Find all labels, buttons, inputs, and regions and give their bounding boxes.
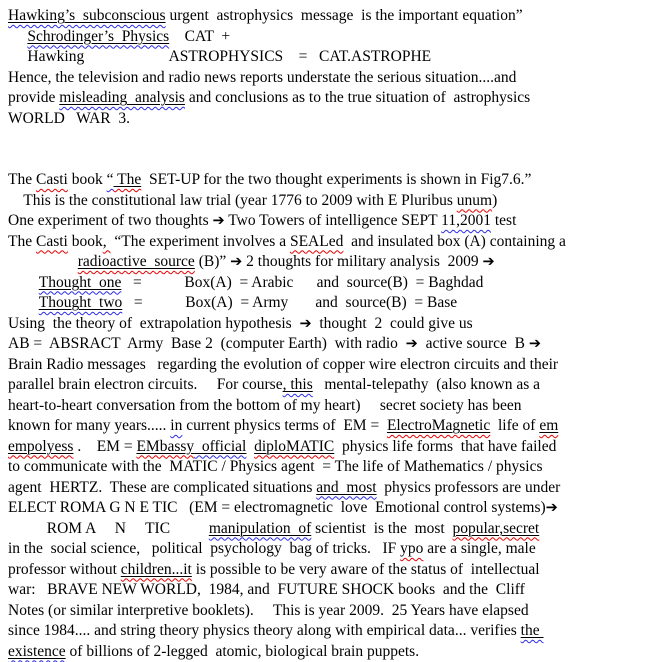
text-line [8,109,646,130]
text-segment: of billions of 2-legged atomic, biological brain puppets. [66,643,419,660]
text-segment: Thought one [39,274,122,291]
text-segment: Thought two [39,294,123,311]
text-segment [8,28,27,45]
text-segment: physics professors are under [377,479,561,496]
text-segment [8,7,166,24]
text-segment: war: BRAVE NEW WORLD, 1984, and FUTURE SHOCK books and the Cliff [8,581,525,598]
text-segment: ELECT ROMA G N E TIC (EM = electromagnetic love Emotional control systems) [8,499,546,516]
text-line [8,457,646,478]
text-segment: popular,secret [452,520,539,537]
document-body [8,6,646,662]
text-segment: children...it [121,561,192,578]
right-arrow-icon: ➔ [546,500,558,516]
right-arrow-icon: ➔ [406,336,418,352]
text-segment: active source B [418,335,529,352]
text-segment: The [114,171,142,188]
text-segment: diploMATIC [254,438,334,455]
text-segment: life of [490,417,539,434]
text-segment: Casti [36,171,68,188]
text-line [8,68,646,89]
text-segment: ypo [400,540,423,557]
text-line [8,519,646,540]
text-segment [114,171,142,188]
text-segment [27,28,169,45]
text-segment: heart-to-heart conversation from the bottom of my heart) secret society has been [8,397,521,414]
text-segment: since 1984.... and string theory physics theory along with empirical data... verifies [8,622,521,639]
right-arrow-icon: ➔ [529,336,541,352]
text-segment: Schrodinger’s Physics [27,28,169,45]
text-segment: The [8,233,36,250]
text-segment: and conclusions as to the true situation of astrophysics [185,89,530,106]
text-segment: parallel brain electron circuits. For course [8,376,283,393]
text-segment: provide [8,89,59,106]
text-segment [452,520,539,537]
text-segment: are a single, male [423,540,535,557]
text-segment: thought 2 could give us [312,315,473,332]
text-segment: 2 thoughts for military analysis 2009 [242,253,482,270]
text-segment [539,417,558,434]
text-line [8,273,646,294]
text-segment: , [103,233,111,250]
text-segment [316,479,376,496]
text-line [8,355,646,376]
text-line [8,129,646,150]
text-line [8,211,646,232]
text-segment [290,233,343,250]
text-segment [8,643,66,660]
text-segment [39,294,123,311]
text-segment: professor without [8,561,121,578]
text-segment: CAT + [169,28,230,45]
text-segment: in the social science, political psychology bag of tricks. IF [8,540,400,557]
text-segment: The [8,171,36,188]
text-line [8,396,646,417]
text-segment: agent HERTZ. These are complicated situations [8,479,316,496]
text-segment: WORLD WAR 3. [8,110,130,127]
text-segment: em [539,417,558,434]
text-segment: ROM A N TIC [8,520,209,537]
text-line [8,293,646,314]
text-segment [283,376,313,393]
text-segment: mental-telepathy (also known as a [313,376,540,393]
text-segment: unum [457,192,492,209]
text-line [8,498,646,519]
text-segment [8,294,39,311]
text-segment: physics life forms that have failed [334,438,556,455]
text-segment: ElectroMagnetic [387,417,490,434]
text-segment [441,212,491,229]
text-segment: is possible to be very aware of the status of intellectual [192,561,540,578]
text-segment [194,438,246,455]
text-segment [36,171,68,188]
text-segment [254,438,334,455]
text-segment: This is the constitutional law trial (year 1776 to 2009 with E Pluribus [8,192,457,209]
text-segment [107,171,114,188]
text-segment: Notes (or similar interpretive booklets). This is year 2009. 25 Years have elapsed [8,602,529,619]
text-segment: and most [316,479,376,496]
text-segment [8,438,73,455]
text-line [8,27,646,48]
text-segment: , this [283,376,313,393]
text-segment: the [521,622,544,639]
text-segment: urgent astrophysics message is the important equation” [166,7,523,24]
text-line [8,232,646,253]
text-segment: known for many years..... [8,417,170,434]
text-segment: book [68,171,107,188]
right-arrow-icon: ➔ [230,254,242,270]
text-segment: manipulation of [209,520,311,537]
text-segment: SET-UP for the two thought experiments is shown in Fig7.6.” [141,171,531,188]
text-segment: Hawking’s subconscious [8,7,166,24]
text-segment [36,233,68,250]
text-segment: existence [8,643,66,660]
text-line [8,150,646,171]
text-segment [387,417,490,434]
text-segment [400,540,423,557]
text-segment [8,274,39,291]
text-segment: SEALed [290,233,343,250]
text-segment: EMbassy [136,438,194,455]
text-line [8,580,646,601]
text-segment [59,89,185,106]
text-segment: misleading analysis [59,89,185,106]
text-segment: = Box(A) = Army and source(B) = Base [122,294,457,311]
text-segment: official [194,438,246,455]
text-segment: test [491,212,516,229]
text-segment [121,561,192,578]
text-line [8,478,646,499]
text-line [8,170,646,191]
text-segment: scientist is the most [311,520,452,537]
text-line [8,375,646,396]
text-segment [170,417,182,434]
text-line [8,437,646,458]
text-segment: Hawking ASTROPHYSICS = CAT.ASTROPHE [8,48,431,65]
right-arrow-icon: ➔ [483,254,495,270]
text-segment [8,253,78,270]
text-segment [457,192,492,209]
text-segment: One experiment of two thoughts [8,212,212,229]
text-segment [136,438,194,455]
text-segment: book [68,233,103,250]
text-line [8,88,646,109]
text-segment [246,438,254,455]
text-segment [209,520,311,537]
text-segment: (B)” [195,253,230,270]
text-segment: empolyess [8,438,73,455]
text-line [8,6,646,27]
text-line [8,416,646,437]
text-line [8,601,646,622]
text-segment: . EM = [73,438,136,455]
right-arrow-icon: ➔ [212,213,224,229]
text-line [8,560,646,581]
text-segment: Two Towers of intelligence SEPT [225,212,442,229]
text-segment [521,622,544,639]
text-line [8,191,646,212]
text-segment: AB = ABSRACT Army Base 2 (computer Earth) with radio [8,335,406,352]
text-segment: “ [107,171,114,188]
text-segment: in [170,417,182,434]
text-segment [39,274,122,291]
text-segment: to communicate with the MATIC / Physics agent = The life of Mathematics / physics [8,458,543,475]
text-line [8,539,646,560]
text-line [8,334,646,355]
text-segment: 11,2001 [441,212,491,229]
text-segment [78,253,195,270]
text-segment: ) [492,192,497,209]
text-segment: and insulated box (A) containing a [343,233,566,250]
text-line [8,314,646,335]
text-line [8,252,646,273]
text-segment: radioactive source [78,253,195,270]
text-segment: Using the theory of extrapolation hypothesis [8,315,299,332]
text-segment: = Box(A) = Arabic and source(B) = Baghdad [121,274,483,291]
text-segment: Hence, the television and radio news reports understate the serious situation....and [8,69,516,86]
text-segment: current physics terms of EM = [182,417,387,434]
text-segment: “The experiment involves a [110,233,289,250]
text-segment: Casti [36,233,68,250]
right-arrow-icon: ➔ [299,316,311,332]
text-line [8,47,646,68]
text-segment: Brain Radio messages regarding the evolution of copper wire electron circuits and their [8,356,558,373]
text-line [8,621,646,642]
